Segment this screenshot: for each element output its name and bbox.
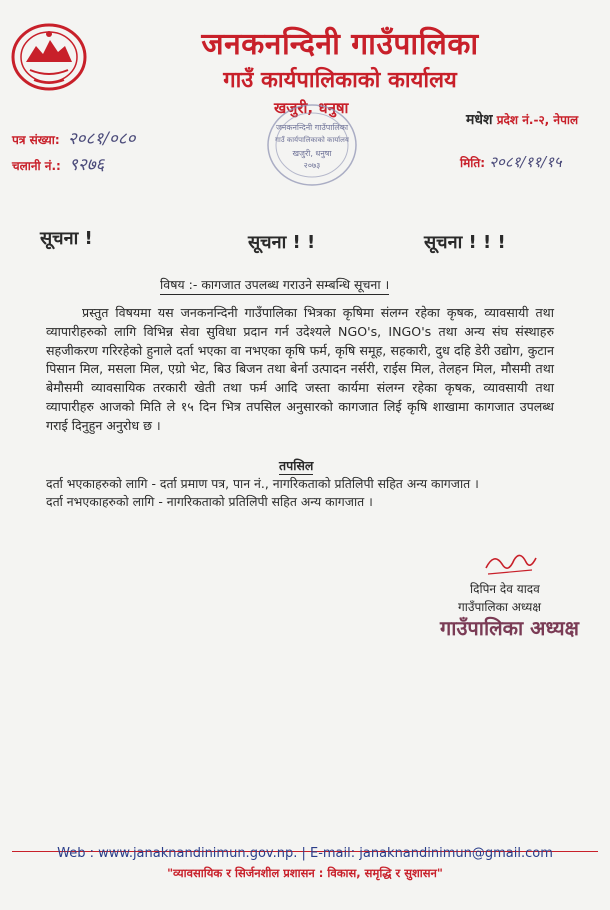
- dispatch-number-value: ९२७६: [69, 155, 105, 175]
- notice-heading-1: सूचना !: [40, 228, 93, 249]
- subject-line: विषय :- कागजात उपलब्ध गराउने सम्बन्धि सूचना ।: [160, 276, 389, 295]
- stamp-line-1: जनकनन्दिनी गाउँपालिका: [275, 123, 349, 132]
- date-label: मिति:: [460, 156, 486, 170]
- handwritten-signature: [480, 548, 540, 578]
- office-location: खजुरी, धनुषा: [274, 99, 349, 117]
- dispatch-number: [12, 152, 104, 175]
- letter-number: [12, 126, 135, 149]
- letter-number-label: पत्र संख्या:: [12, 133, 60, 147]
- signatory-title: गाउँपालिका अध्यक्ष: [458, 600, 541, 614]
- province-line: [466, 110, 578, 129]
- office-name: गाउँ कार्यपालिकाको कार्यालय: [223, 68, 457, 93]
- notice-heading-2: सूचना ! !: [248, 232, 316, 253]
- province-name: मधेश: [466, 112, 493, 128]
- signatory-stamp: गाउँपालिका अध्यक्ष: [440, 616, 579, 640]
- signatory-name: दिपिन देव यादव: [470, 582, 540, 596]
- province-suffix: प्रदेश नं.-२, नेपाल: [496, 113, 579, 127]
- footer-motto: "व्यावसायिक र सिर्जनशील प्रशासन : विकास, समृद्धि र सुशासन": [167, 866, 443, 880]
- notice-body: प्रस्तुत विषयमा यस जनकनन्दिनी गाउँपालिका भित्रका कृषिमा संलग्न रहेका कृषक, व्यावसायी तथा व्यापारीहरुको लागि विभिन्न सेवा सुविधा प्रदान गर्न उदेश्यले NGO's, INGO's तथा अन्य संघ संस्थाहरु सहजीकरण गरिरहेको हुनाले दर्ता भएका वा नभएका कृषि फर्म, कृषि समूह, सहकारी, दुध दहि डेरी उद्योग, कुटान पिसान मिल, मसला मिल, एग्रो भेट, बिउ बिजन तथा बेर्ना उत्पादन नर्सरी, राईस मिल, तेलहन मिल, मौसमी तथा बेमौसमी व्यावसायिक तरकारी खेती तथा फर्म आदि जस्ता कार्यमा संलग्न रहेका कृषक, व्यावसायी तथा व्यापारीहरु आजको मिति ले १५ दिन भित्र तपसिल अनुसारको कागजात लिई कृषि शाखामा कागजात उपलब्ध गराई दिनुहुन अनुरोध छ ।: [46, 305, 554, 433]
- letter-date: [460, 152, 562, 172]
- notice-heading-3: सूचना ! ! !: [424, 232, 506, 253]
- footer-contact: Web : www.janaknandinimun.gov.np. | E-mail: janaknandinimun@gmail.com: [57, 846, 553, 861]
- tapsil-item-unregistered: दर्ता नभएकाहरुको लागि - नागरिकताको प्रतिलिपी सहित अन्य कागजात ।: [46, 494, 373, 509]
- date-value: २०८१/११/१५: [489, 153, 562, 171]
- office-seal-stamp: [262, 100, 362, 190]
- stamp-line-4: २०७३: [303, 161, 321, 170]
- tapsil-heading: तपसिल: [279, 458, 314, 473]
- stamp-line-3: खजुरी, धनुषा: [292, 149, 332, 158]
- tapsil-item-registered: दर्ता भएकाहरुको लागि - दर्ता प्रमाण पत्र, पान नं., नागरिकताको प्रतिलिपी सहित अन्य कागजात ।: [46, 476, 479, 491]
- organization-name: जनकनन्दिनी गाउँपालिका: [201, 27, 479, 62]
- letter-number-value: २०८१/०८०: [67, 129, 136, 149]
- stamp-line-2: गाउँ कार्यपालिकाको कार्यालय: [275, 136, 349, 144]
- dispatch-number-label: चलानी नं.:: [12, 159, 61, 173]
